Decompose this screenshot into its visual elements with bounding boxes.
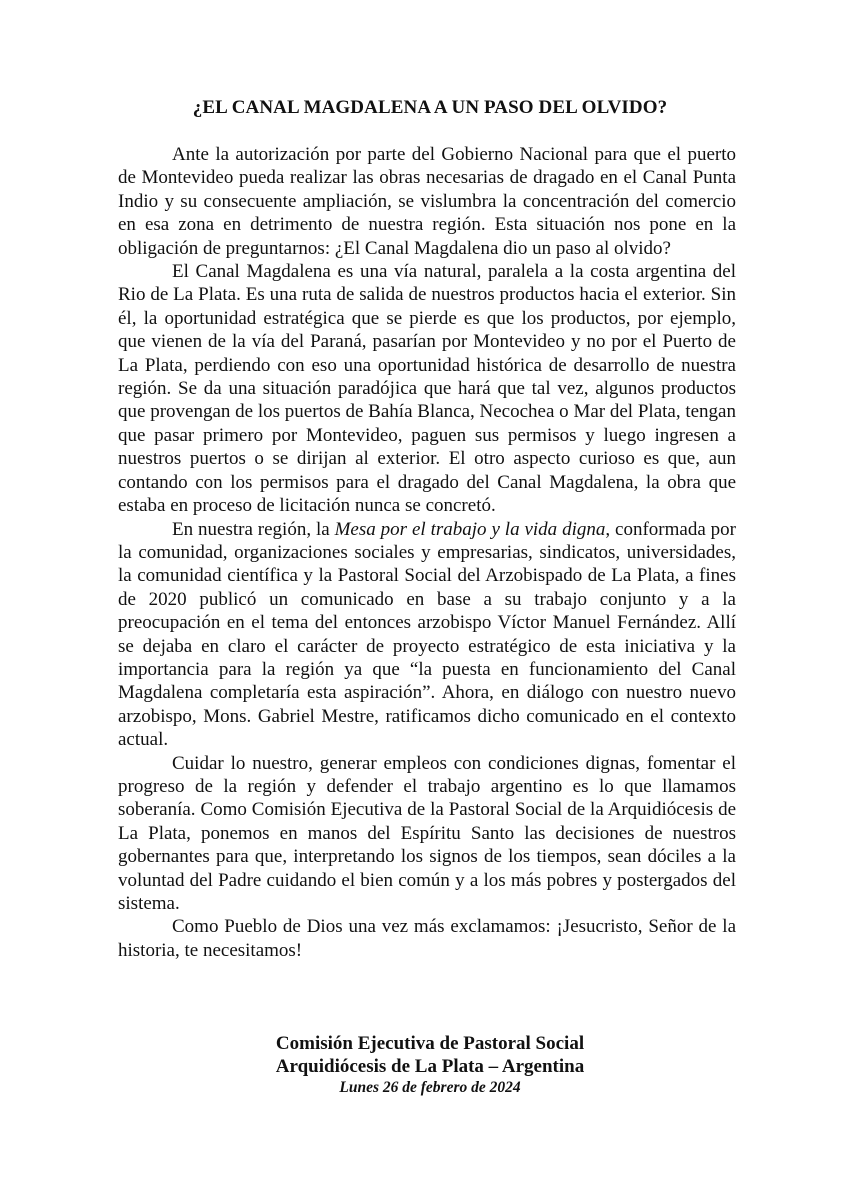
signature-date: Lunes 26 de febrero de 2024 — [339, 1079, 521, 1096]
signature-archdiocese: Arquidiócesis de La Plata – Argentina — [275, 1056, 585, 1077]
paragraph-3-intro: En nuestra región, la — [172, 518, 335, 540]
paragraph-5: Como Pueblo de Dios una vez más exclamamos: ¡Jesucristo, Señor de la historia, te necesitamos! — [118, 916, 736, 961]
signature-block — [0, 1032, 860, 1097]
paragraph-4: Cuidar lo nuestro, generar empleos con condiciones dignas, fomentar el progreso de la región y defender el trabajo argentino es lo que llamamos soberanía. Como Comisión Ejecutiva de la Pastoral Social de la Arquidiócesis de La Plata, ponemos en manos del Espíritu Santo las decisiones de nuestros gobernantes para que, interpretando los signos de los tiempos, sean dóciles a la voluntad del Padre cuidando el bien común y a los más pobres y postergados del sistema. — [118, 752, 736, 914]
document-body — [118, 143, 736, 962]
signature-organization: Comisión Ejecutiva de Pastoral Social — [275, 1033, 585, 1054]
paragraph-3 — [118, 518, 736, 752]
paragraph-3-rest: , conformada por la comunidad, organizaciones sociales y empresarias, sindicatos, universidades, la comunidad científica y la Pastoral Social del Arzobispado de La Plata, a fines de 2020 publicó un comunicado en base a su trabajo conjunto y a la preocupación en el tema del entonces arzobispo Víctor Manuel Fernández. Allí se dejaba en claro el carácter de proyecto estratégico de esta iniciativa y la importancia para la región ya que “la puesta en funcionamiento del Canal Magdalena completaría esta aspiración”. Ahora, en diálogo con nuestro nuevo arzobispo, Mons. Gabriel Mestre, ratificamos dicho comunicado en el contexto actual. — [118, 518, 736, 751]
paragraph-1: Ante la autorización por parte del Gobierno Nacional para que el puerto de Montevideo pueda realizar las obras necesarias de dragado en el Canal Punta Indio y su consecuente ampliación, se vislumbra la concentración del comercio en esa zona en detrimento de nuestra región. Esta situación nos pone en la obligación de preguntarnos: ¿El Canal Magdalena dio un paso al olvido? — [118, 144, 736, 259]
paragraph-2: El Canal Magdalena es una vía natural, paralela a la costa argentina del Rio de La Plata. Es una ruta de salida de nuestros productos hacia el exterior. Sin él, la oportunidad estratégica que se pierde es que los productos, por ejemplo, que vienen de la vía del Paraná, pasarían por Montevideo y no por el Puerto de La Plata, perdiendo con eso una oportunidad histórica de desarrollo de nuestra región. Se da una situación paradójica que hará que tal vez, algunos productos que provengan de los puertos de Bahía Blanca, Necochea o Mar del Plata, tengan que pasar primero por Montevideo, paguen sus permisos y luego ingresen a nuestros puertos o se dirijan al exterior. El otro aspecto curioso es que, aun contando con los permisos para el dragado del Canal Magdalena, la obra que estaba en proceso de licitación nunca se concretó. — [118, 261, 736, 517]
mesa-por-el-trabajo-name: Mesa por el trabajo y la vida digna — [334, 518, 606, 540]
document-title: ¿EL CANAL MAGDALENA A UN PASO DEL OLVIDO? — [192, 97, 668, 118]
